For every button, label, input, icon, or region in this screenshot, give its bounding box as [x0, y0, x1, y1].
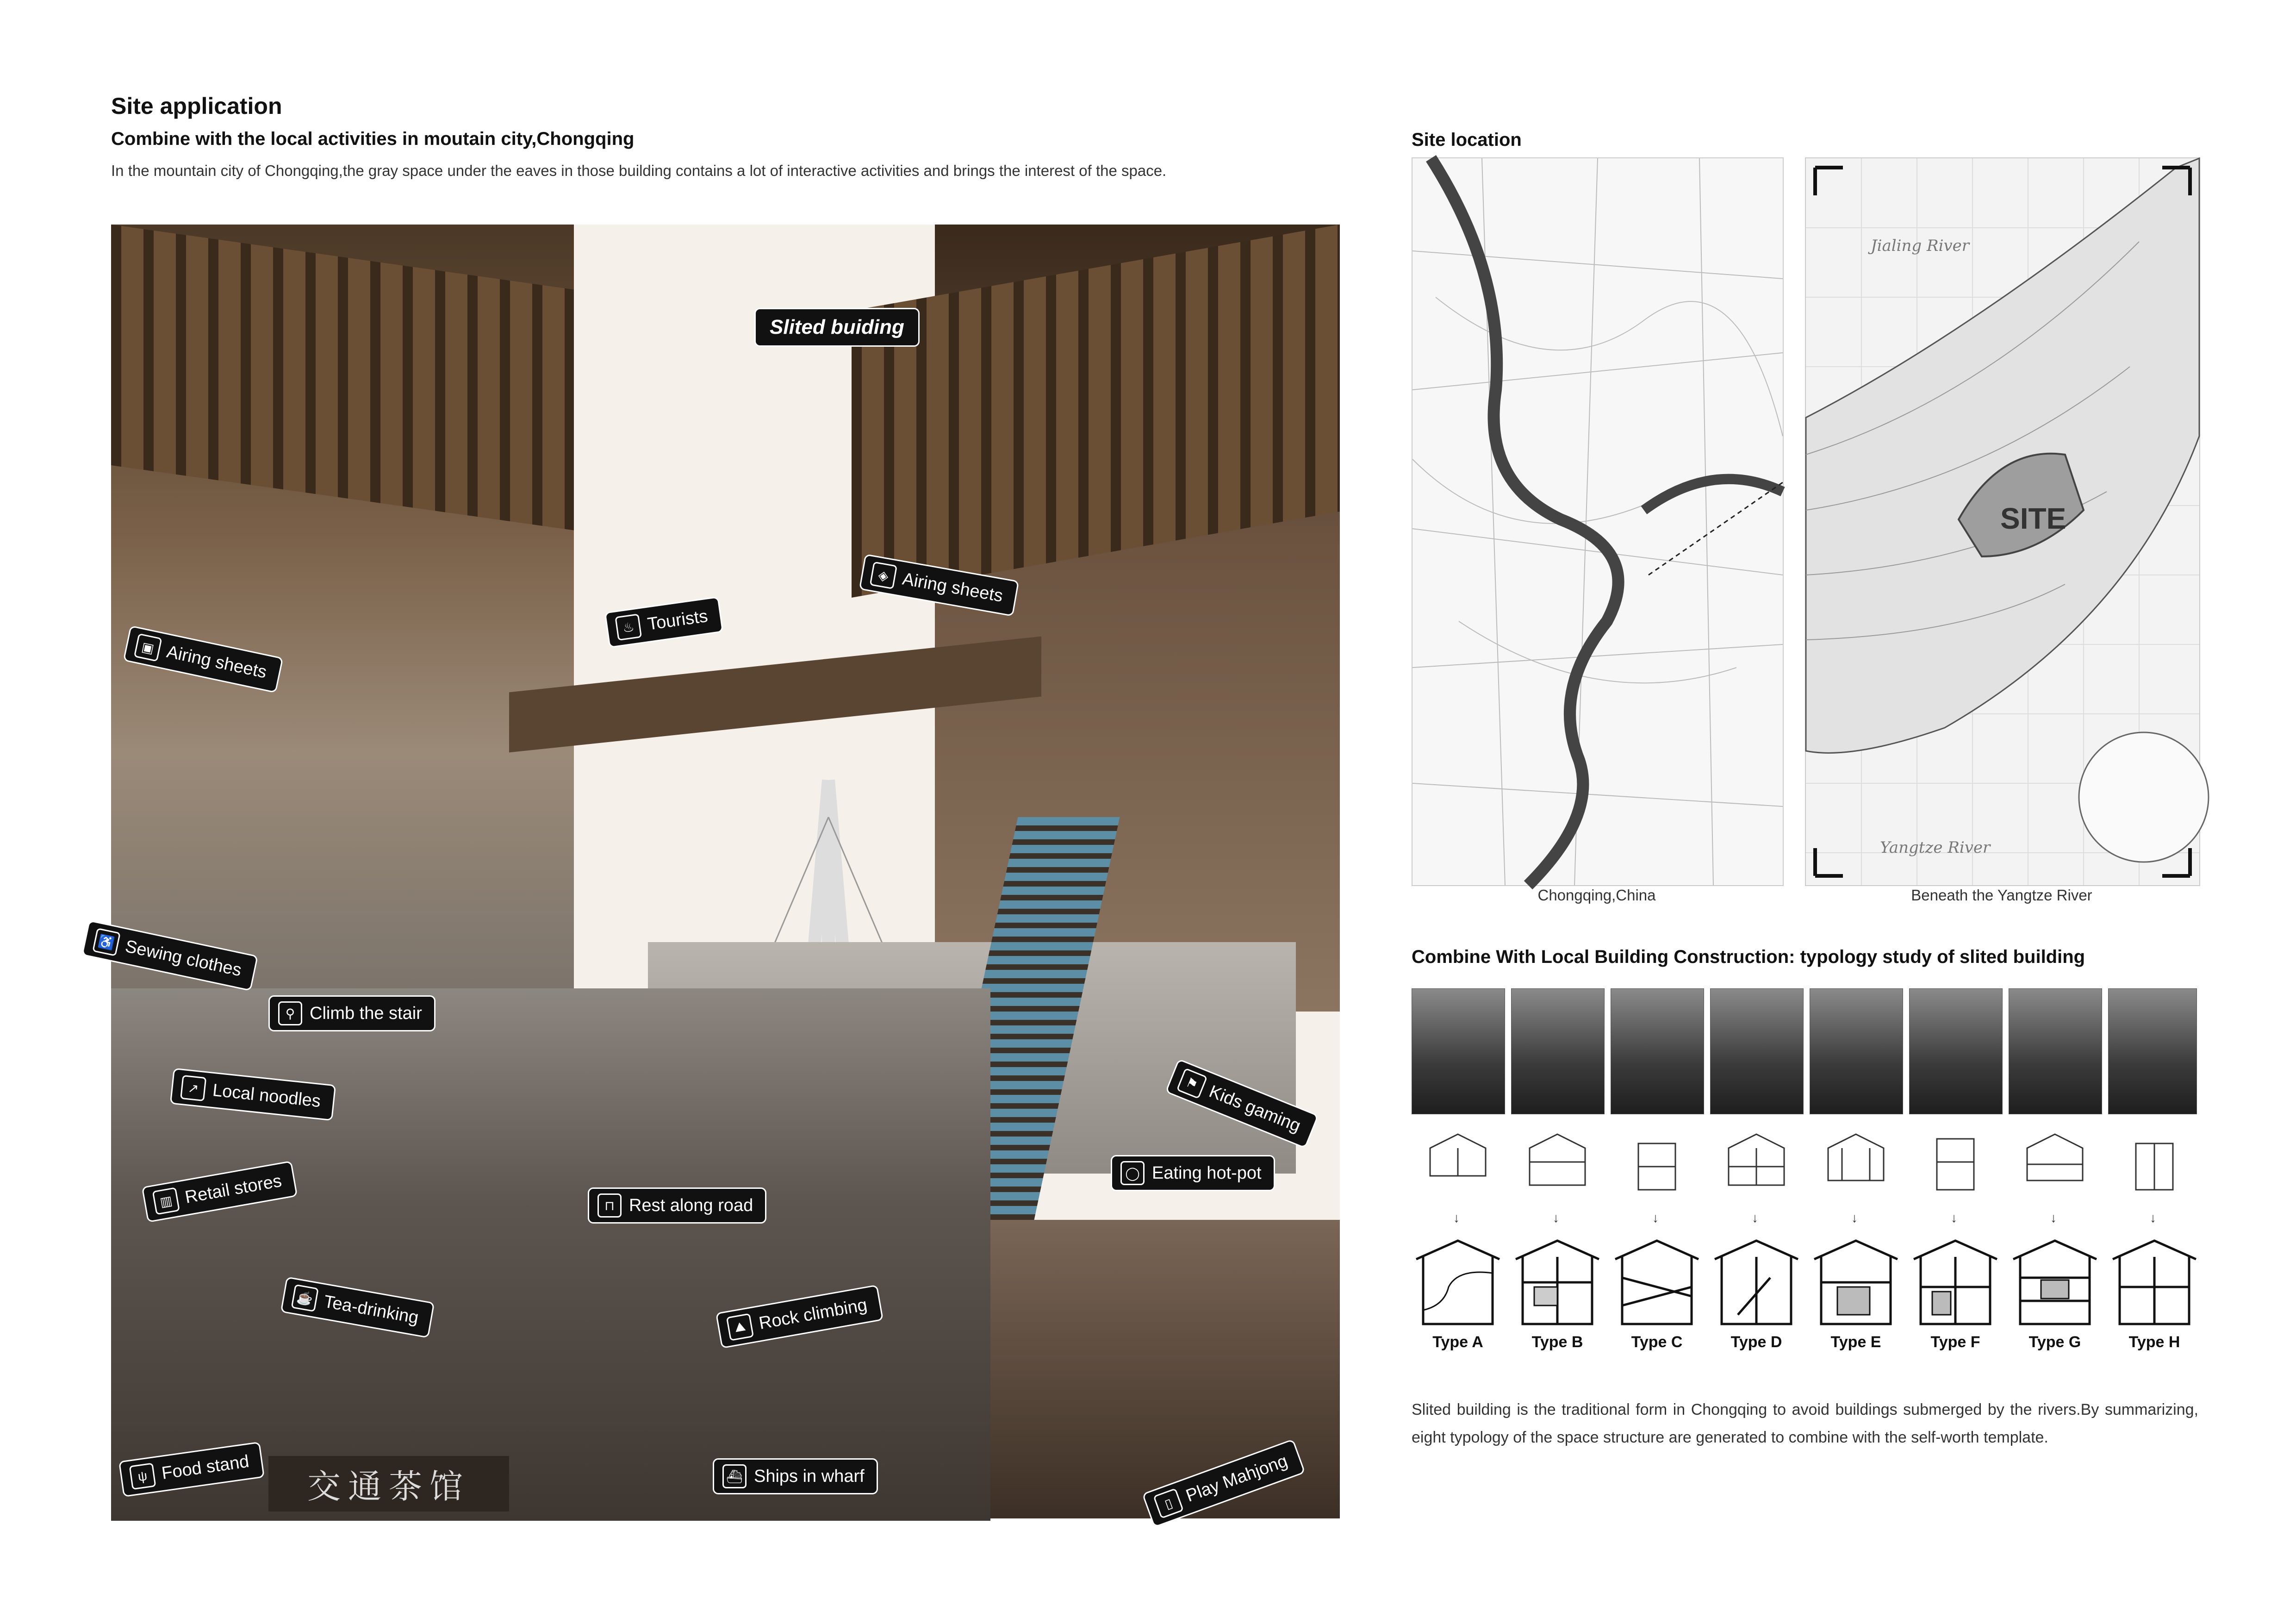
type-photo-b: [1511, 988, 1605, 1114]
tag-label: Rock climbing: [757, 1295, 869, 1333]
typology-diagrams: [1412, 1130, 2198, 1343]
tag-label: Tourists: [646, 606, 709, 634]
tag-label: Food stand: [160, 1451, 250, 1483]
tag-label: Airing sheets: [901, 568, 1005, 606]
svg-text:↓: ↓: [1453, 1211, 1460, 1225]
tag-label: Local noodles: [212, 1080, 322, 1111]
noodle-icon: ↗: [180, 1075, 206, 1101]
food-icon: ψ: [129, 1463, 156, 1490]
type-label: Type G: [2028, 1333, 2081, 1351]
site-location-title: Site location: [1412, 130, 1522, 150]
tag-label: Sewing clothes: [123, 936, 243, 980]
store-icon: ▥: [152, 1187, 180, 1215]
city-map-caption: Chongqing,China: [1537, 887, 1656, 904]
tag-label: Tea-drinking: [322, 1292, 420, 1328]
ship-icon: ⛴: [722, 1464, 747, 1488]
mahjong-icon: ▯: [1153, 1488, 1184, 1519]
tag-label: Play Mahjong: [1183, 1451, 1290, 1506]
bench-icon: ⊓: [597, 1193, 622, 1218]
kids-icon: ⚑: [1176, 1068, 1208, 1099]
tea-icon: ☕: [291, 1284, 319, 1312]
type-photo-a: [1412, 988, 1505, 1114]
svg-text:↓: ↓: [1951, 1211, 1957, 1225]
svg-text:↓: ↓: [2050, 1211, 2057, 1225]
type-label: Type D: [1730, 1333, 1782, 1351]
svg-text:↓: ↓: [1652, 1211, 1659, 1225]
svg-text:↓: ↓: [1752, 1211, 1758, 1225]
svg-text:↓: ↓: [2150, 1211, 2156, 1225]
typology-title: Combine With Local Building Construction: typology study of slited building: [1412, 947, 2085, 967]
site-map-caption: Beneath the Yangtze River: [1911, 887, 2092, 904]
tag-label: Ships in wharf: [754, 1466, 865, 1486]
type-photo-f: [1909, 988, 2003, 1114]
activity-collage: [97, 225, 1340, 1518]
site-label: SITE: [2000, 502, 2066, 535]
sewing-icon: ♿: [92, 928, 121, 956]
sheet-icon: ◈: [870, 562, 897, 589]
tag-label: Eating hot-pot: [1152, 1163, 1262, 1183]
tag-label: Climb the stair: [310, 1003, 422, 1023]
tag-label: Rest along road: [629, 1195, 753, 1215]
teahouse-sign: 交通茶馆: [268, 1456, 509, 1512]
tourist-icon: ♨: [615, 613, 642, 641]
type-photo-e: [1810, 988, 1903, 1114]
tag-rest-along-road: [588, 1187, 766, 1224]
walk-icon: ⚲: [278, 1001, 302, 1025]
tag-label: Retail stores: [183, 1171, 283, 1207]
site-map: [1805, 157, 2200, 886]
type-label: Type C: [1631, 1333, 1683, 1351]
svg-text:↓: ↓: [1851, 1211, 1858, 1225]
tag-label: Airing sheets: [165, 642, 269, 682]
page-title: Site application: [111, 93, 282, 119]
tag-climb-the-stair: [268, 995, 436, 1031]
hotpot-icon: ◯: [1120, 1161, 1145, 1185]
type-label: Type H: [2128, 1333, 2180, 1351]
tag-ships-in-wharf: [713, 1458, 878, 1494]
typology-description: Slited building is the traditional form in Chongqing to avoid buildings submerged by the rivers.By summarizing, eight typology of the space structure are generated to combine with the self-worth template.: [1412, 1401, 2198, 1446]
jialing-river-label: Jialing River: [1871, 237, 1970, 255]
page-subtitle: Combine with the local activities in moutain city,Chongqing: [111, 129, 635, 149]
type-label: Type F: [1930, 1333, 1980, 1351]
tag-label: Kids gaming: [1206, 1081, 1304, 1136]
type-label: Type A: [1432, 1333, 1483, 1351]
svg-text:↓: ↓: [1553, 1211, 1559, 1225]
type-photo-c: [1611, 988, 1704, 1114]
type-photo-h: [2108, 988, 2197, 1114]
type-photo-g: [2009, 988, 2102, 1114]
yangtze-river-label: Yangtze River: [1880, 838, 1991, 857]
intro-text: In the mountain city of Chongqing,the gray space under the eaves in those building contains a lot of interactive activities and brings the interest of the space.: [111, 162, 1167, 179]
slited-building-label: Slited buiding: [754, 308, 920, 347]
climb-icon: ⛰: [726, 1313, 754, 1341]
type-label: Type B: [1531, 1333, 1583, 1351]
tag-tourists: [604, 596, 723, 648]
tag-eating-hot-pot: [1111, 1155, 1275, 1191]
city-map: [1412, 157, 1784, 886]
sheet-icon: ▣: [134, 633, 162, 662]
type-label: Type E: [1830, 1333, 1881, 1351]
street-scene: [111, 988, 990, 1521]
type-photo-d: [1710, 988, 1804, 1114]
